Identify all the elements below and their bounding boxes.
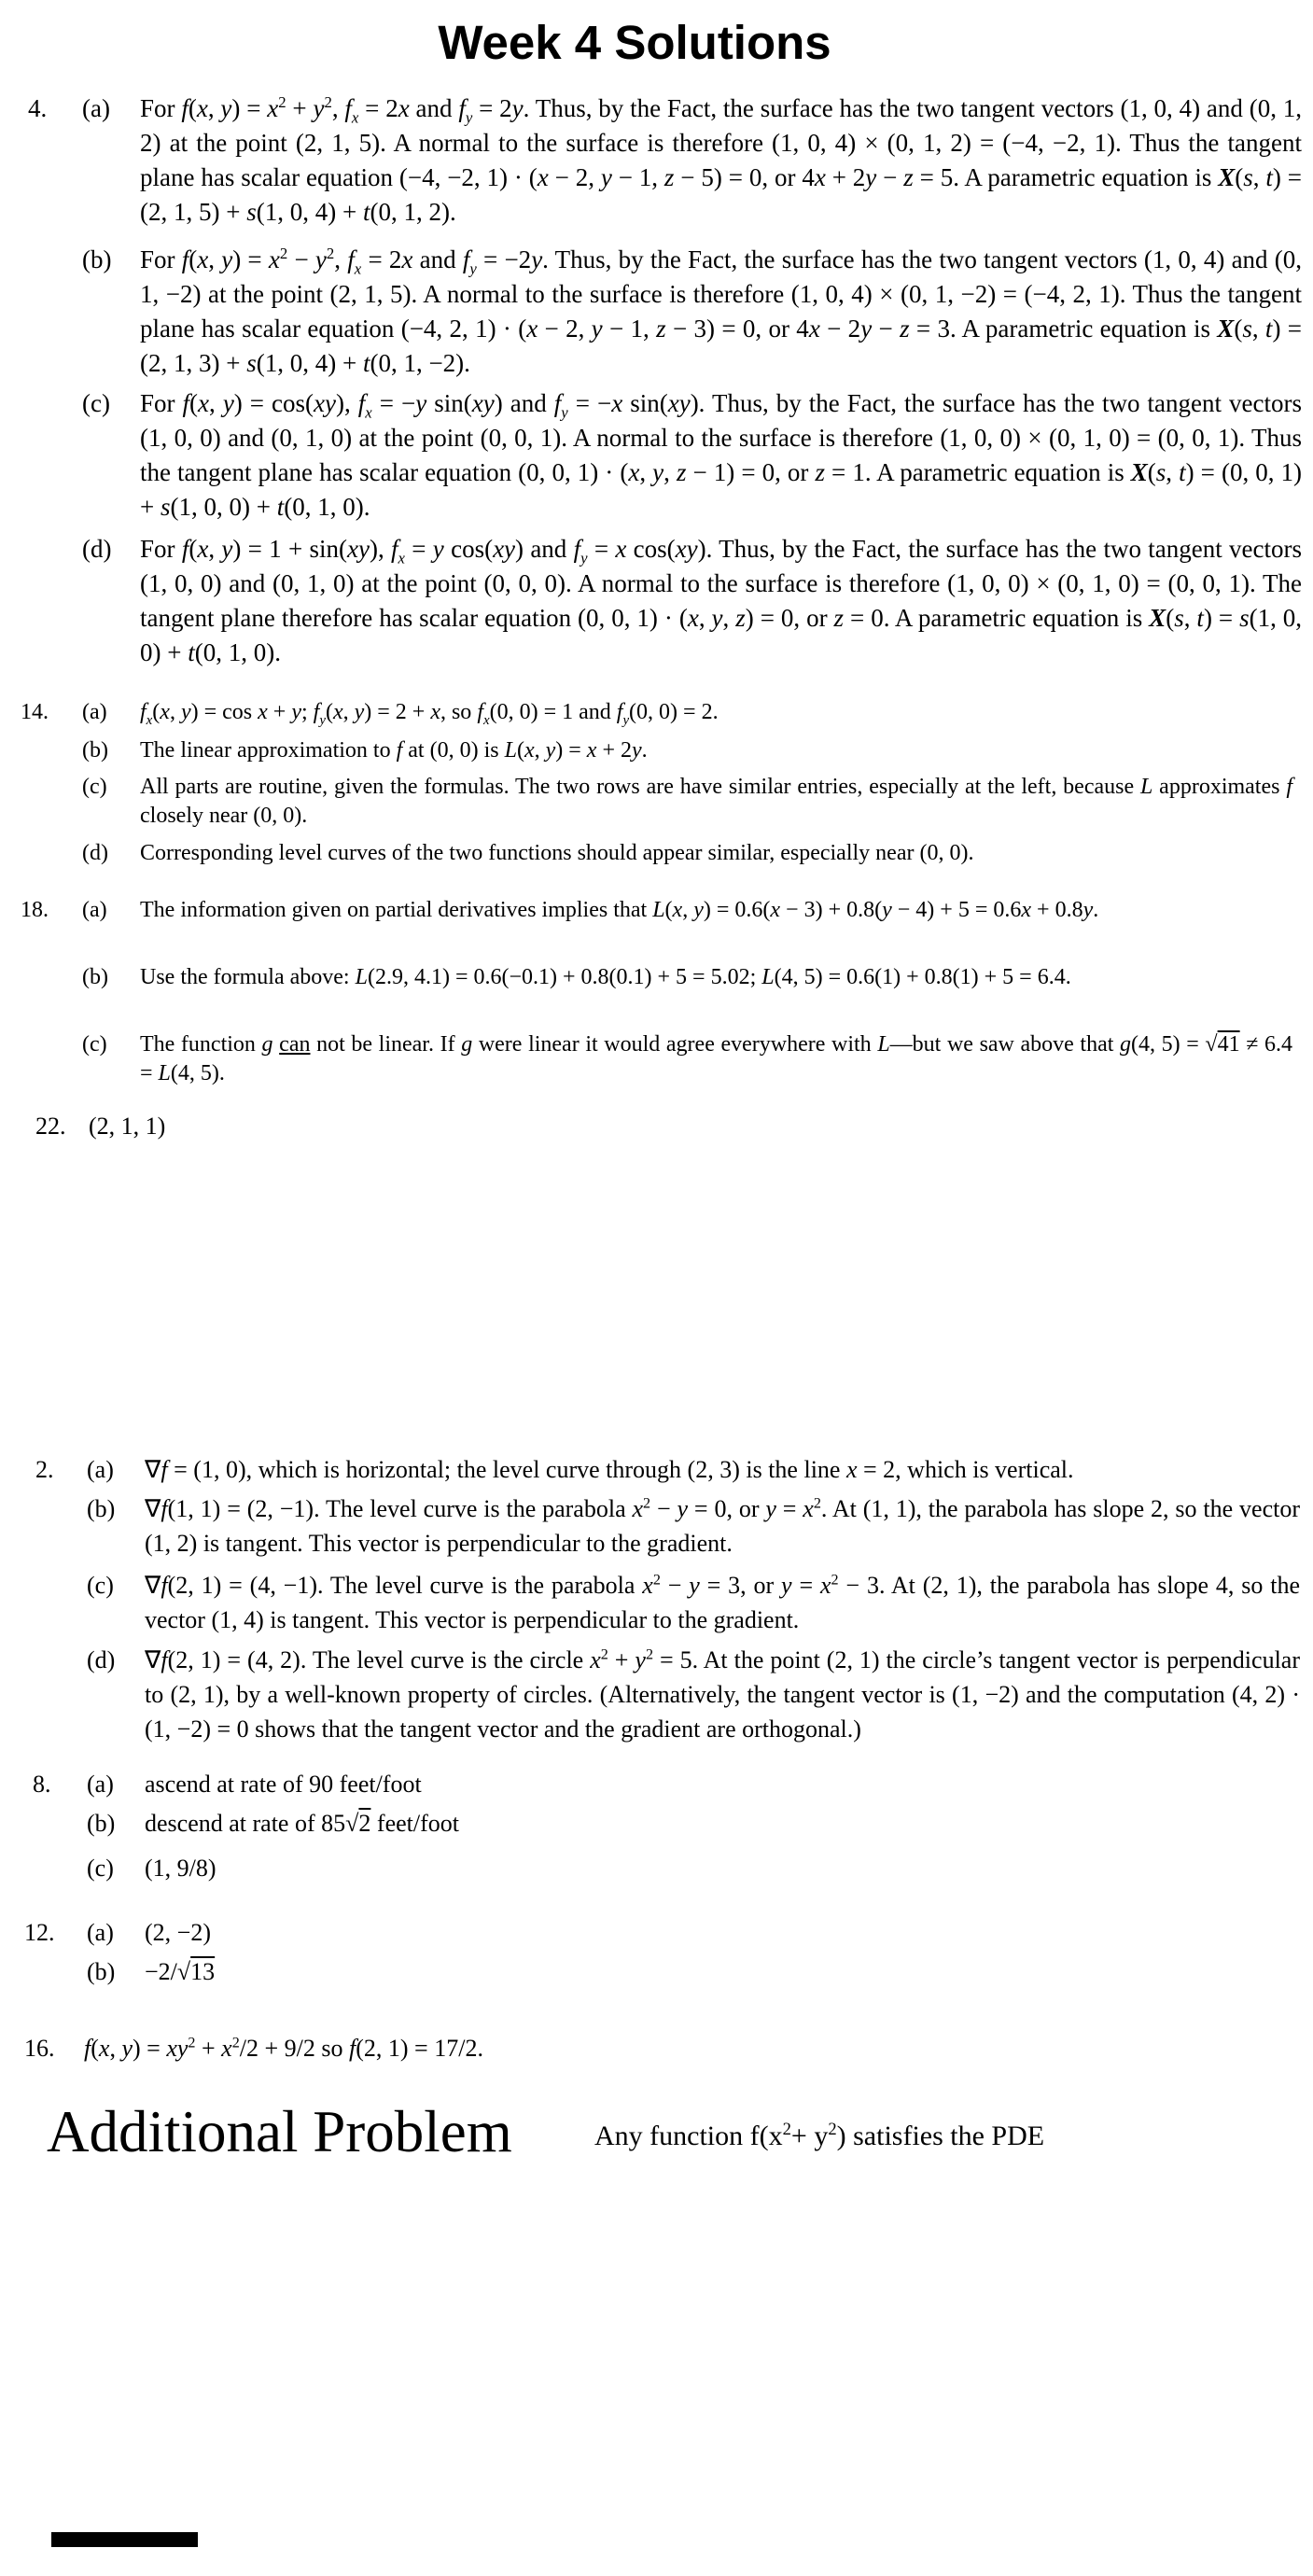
problem-16-answer: f(x, $y) = xy^2 + x^2/2 + 9/2$ so f(2, 1) = 17/2.: [84, 2035, 483, 2062]
part-label: (c): [82, 775, 107, 799]
problem-18-part-a: [82, 896, 1292, 925]
problem-18-part-c: [82, 1030, 1293, 1088]
problem-number-16: 16.: [24, 2035, 55, 2062]
problem-14-part-b: [82, 736, 1292, 765]
part-text: The function g can not be linear. If g were linear it would agree everywhere with L—but we saw above that g(4, 5) = √41 ≠ 6.4 = L(4, 5).: [140, 1032, 1293, 1085]
problem-8-part-a: [87, 1767, 1300, 1801]
part-text: The information given on partial derivatives implies that L(x, y) = 0.6(x − 3) + 0.8(y − 4) + 5 = 0.6x + 0.8y.: [140, 898, 1099, 922]
part-text: descend at rate of 85√2 feet/foot: [145, 1810, 459, 1837]
problem-2-part-c: [87, 1568, 1301, 1637]
part-text: ∇f(2, 1) = (4, 2). The level curve is the circle $x^2 + y^2 = 5$. At the point (2, 1) the circle’s tangent vector is perpendicular to (2, 1), by a well-known property of circles. (Alternatively, the tangent vector is (1, −2) and the computation (4, 2) · (1, −2) = 0 shows that the tangent vector and the gradient are orthogonal.): [145, 1646, 1300, 1743]
part-label: (b): [82, 965, 108, 989]
problem-number-18: 18.: [21, 898, 49, 922]
problem-number-12: 12.: [24, 1919, 55, 1946]
part-label: (b): [82, 738, 108, 763]
problem-number-22: 22.: [35, 1113, 66, 1140]
part-text: ∇f = (1, 0), which is horizontal; the level curve through (2, 3) is the line x = 2, which is vertical.: [145, 1456, 1074, 1483]
problem-number-8: 8.: [33, 1771, 51, 1798]
part-label: (b): [87, 1958, 116, 1985]
part-text: (1, 9/8): [145, 1855, 217, 1882]
part-label: (a): [82, 898, 107, 922]
additional-problem-heading: Additional Problem: [47, 2099, 512, 2164]
problem-number-4: 4.: [28, 94, 48, 122]
problem-8-part-b: [87, 1806, 1300, 1841]
part-label: (c): [82, 1032, 107, 1057]
problem-4-part-a: [82, 91, 1303, 230]
part-text: $f_x(x$, y) = cos x + y; $f_y(x$, y) = 2 + x, so $f_x(0$, 0) = 1 and $f_y(0$, 0) = 2.: [140, 700, 719, 728]
part-text: All parts are routine, given the formulas. The two rows are have similar entries, especially at the left, because L approximates f closely near (0, 0).: [140, 775, 1292, 828]
problem-14-part-d: [82, 839, 1292, 868]
problem-4-part-b: [82, 243, 1303, 381]
part-label: (a): [87, 1456, 114, 1483]
part-label: (c): [87, 1855, 114, 1882]
part-text: For f(x, y) = 1 + sin(xy), $f_x = y$ cos(xy) and $f_y = x$ cos(xy). Thus, by the Fact, the surface has the two tangent vectors (1, 0, 0) and (0, 1, 0) at the point (0, 0, 0). A normal to the surface is therefore (1, 0, 0) × (0, 1, 0) = (0, 0, 1). The tangent plane therefore has scalar equation (0, 0, 1) · (x, y, z) = 0, or z = 0. A parametric equation is X(s, t) = s(1, 0, 0) + t(0, 1, 0).: [140, 535, 1303, 666]
problem-22-answer: (2, 1, 1): [89, 1113, 166, 1140]
part-label: (d): [82, 535, 112, 563]
part-text: Use the formula above: L(2.9, 4.1) = 0.6(−0.1) + 0.8(0.1) + 5 = 5.02; L(4, 5) = 0.6(1) + 0.8(1) + 5 = 6.4.: [140, 965, 1071, 989]
part-label: (a): [87, 1919, 114, 1946]
part-text: Corresponding level curves of the two functions should appear similar, especially near (0, 0).: [140, 841, 974, 865]
problem-number-2: 2.: [35, 1456, 54, 1483]
problem-14-part-c: [82, 773, 1292, 831]
problem-12-part-b: [87, 1954, 1300, 1989]
part-text: The linear approximation to f at (0, 0) is L(x, y) = x + 2y.: [140, 738, 648, 763]
part-text: For f(x, y) = cos(xy), $f_x = -y$ sin(xy) and $f_y = -x$ sin(xy). Thus, by the Fact, the surface has the two tangent vectors (1, 0, 0) and (0, 1, 0) at the point (0, 0, 1). A normal to the surface is therefore (1, 0, 0) × (0, 1, 0) = (0, 0, 1). Thus the tangent plane has scalar equation (0, 0, 1) · (x, y, z − 1) = 0, or z = 1. A parametric equation is X(s, t) = (0, 0, 1) + s(1, 0, 0) + t(0, 1, 0).: [140, 389, 1303, 521]
part-label: (b): [87, 1495, 116, 1522]
part-text: For f(x, $y) = x^2 + y^2$, $f_x = 2x$ and $f_y = 2y$. Thus, by the Fact, the surface has the two tangent vectors (1, 0, 4) and (0, 1, 2) at the point (2, 1, 5). A normal to the surface is therefore (1, 0, 4) × (0, 1, 2) = (−4, −2, 1). Thus the tangent plane has scalar equation (−4, −2, 1) · (x − 2, y − 1, z − 5) = 0, or 4x + 2y − z = 5. A parametric equation is X(s, t) = (2, 1, 5) + s(1, 0, 4) + t(0, 1, 2).: [140, 93, 1303, 226]
problem-18-part-b: [82, 963, 1292, 992]
part-label: (c): [87, 1572, 114, 1599]
problem-12-part-a: [87, 1915, 1300, 1950]
scan-artifact-mark: [51, 2532, 198, 2547]
part-label: (c): [82, 389, 110, 417]
page-title: Week 4 Solutions: [438, 16, 831, 69]
problem-number-14: 14.: [21, 700, 49, 724]
part-label: (b): [87, 1810, 116, 1837]
problem-2-part-d: [87, 1643, 1300, 1746]
part-text: For f(x, $y) = x^2 - y^2$, $f_x = 2x$ and $f_y = -2y$. Thus, by the Fact, the surface has the two tangent vectors (1, 0, 4) and (0, 1, −2) at the point (2, 1, 5). A normal to the surface is therefore (1, 0, 4) × (0, 1, −2) = (−4, 2, 1). Thus the tangent plane has scalar equation (−4, 2, 1) · (x − 2, y − 1, z − 3) = 0, or 4x − 2y − z = 3. A parametric equation is X(s, t) = (2, 1, 3) + s(1, 0, 4) + t(0, 1, −2).: [140, 245, 1303, 377]
part-text: ∇f(2, 1) = (4, −1). The level curve is the parabola $x^2 - y = 3$, or $y = x^2 - 3$. At (2, 1), the parabola has slope 4, so the vector (1, 4) is tangent. This vector is perpendicular to the gradient.: [145, 1572, 1301, 1633]
part-label: (a): [87, 1771, 114, 1798]
problem-8-part-c: [87, 1851, 1300, 1885]
part-label: (a): [82, 700, 107, 724]
problem-4-part-d: [82, 532, 1303, 670]
part-label: (b): [82, 245, 112, 273]
part-label: (d): [87, 1646, 116, 1673]
problem-14-part-a: [82, 698, 1292, 728]
part-text: ∇f(1, 1) = (2, −1). The level curve is the parabola $x^2 - y = 0$, or $y = x^2$. At (1, 1), the parabola has slope 2, so the vector (1, 2) is tangent. This vector is perpendicular to the gradient.: [145, 1495, 1300, 1557]
part-label: (d): [82, 841, 108, 865]
problem-2-part-b: [87, 1491, 1300, 1561]
part-label: (a): [82, 94, 110, 122]
part-text: −2/√13: [145, 1958, 216, 1985]
additional-problem-note: Any function $f(x^2+ y^2)$ satisfies the PDE: [594, 2120, 1045, 2151]
part-text: (2, −2): [145, 1919, 211, 1946]
problem-2-part-a: [87, 1452, 1300, 1487]
problem-4-part-c: [82, 386, 1303, 525]
part-text: ascend at rate of 90 feet/foot: [145, 1771, 422, 1798]
